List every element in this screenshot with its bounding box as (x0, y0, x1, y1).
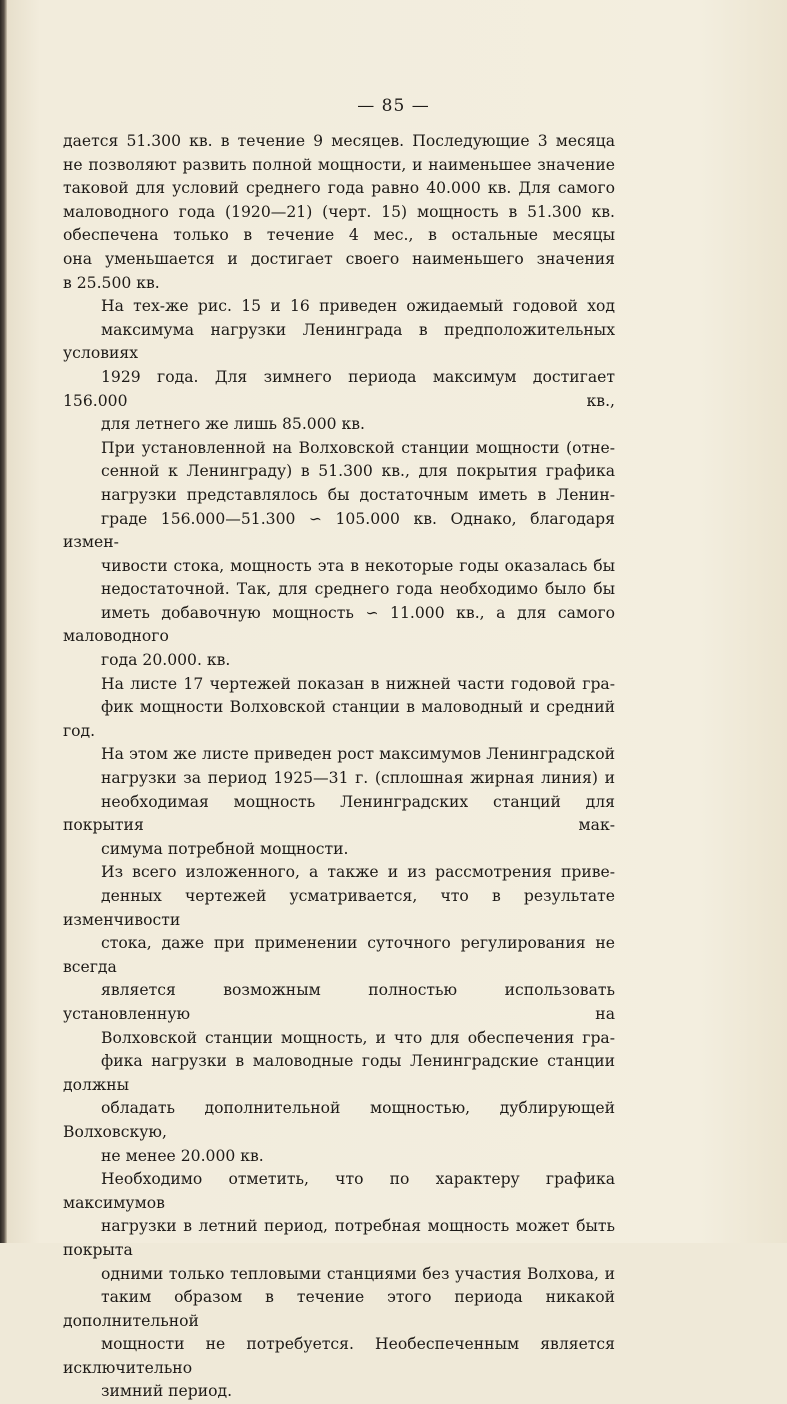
text-line: обеспечена только в течение 4 мес., в остальные месяцы (63, 226, 615, 245)
text-line: таковой для условий среднего года равно 40.000 кв. Для самого (63, 179, 615, 198)
text-line: граде 156.000—51.300 ∽ 105.000 кв. Однако, благодаря измен- (63, 509, 615, 552)
text-line: симума потребной мощности. (101, 839, 349, 858)
text-line: сенной к Ленинграду) в 51.300 кв., для покрытия графика (101, 462, 615, 481)
text-line: Из всего изложенного, а также и из рассмотрения приве- (101, 863, 615, 882)
text-line: дается 51.300 кв. в течение 9 месяцев. Последующие 3 месяца (63, 132, 615, 150)
paragraph (63, 130, 615, 295)
text-line: года 20.000. кв. (101, 651, 231, 670)
body-text (63, 130, 615, 1404)
text-line: необходимая мощность Ленинградских станций для покрытия мак- (63, 792, 615, 835)
text-line: не позволяют развить полной мощности, и наименьшее значение (63, 155, 615, 174)
text-line: Волховской станции мощность, и что для обеспечения гра- (101, 1028, 615, 1047)
text-line: фик мощности Волховской станции в маловодный и средний год. (63, 698, 615, 740)
text-line: в 25.500 кв. (63, 273, 160, 292)
page-number: — 85 — (357, 96, 430, 116)
text-line: стока, даже при применении суточного регулирования не всегда (63, 934, 615, 976)
text-line: она уменьшается и достигает своего наименьшего значения (63, 249, 615, 268)
text-line: не менее 20.000 кв. (101, 1146, 264, 1165)
text-line: максимума нагрузки Ленинграда в предположительных условиях (63, 320, 615, 363)
text-line: иметь добавочную мощность ∽ 11.000 кв., а для самого маловодного (63, 603, 615, 646)
paragraph (63, 1168, 615, 1404)
text-line: чивости стока, мощность эта в некоторые годы оказалась бы (101, 556, 615, 575)
text-line: На тех-же рис. 15 и 16 приведен ожидаемый годовой ход (101, 297, 615, 316)
text-line: одними только тепловыми станциями без участия Волхова, и (101, 1264, 615, 1283)
text-line: недостаточной. Так, для среднего года необходимо было бы (101, 580, 615, 599)
text-line: является возможным полностью использовать установленную на (63, 981, 615, 1023)
text-line: обладать дополнительной мощностью, дублирующей Волховскую, (63, 1099, 615, 1141)
text-line: мощности не потребуется. Необеспеченным является исключительно (63, 1335, 615, 1377)
text-line: Необходимо отметить, что по характеру графика максимумов (63, 1170, 615, 1212)
paragraph (63, 673, 615, 862)
text-line: для летнего же лишь 85.000 кв. (101, 415, 365, 434)
text-line: зимний период. (101, 1382, 233, 1401)
text-line: таким образом в течение этого периода никакой дополнительной (63, 1288, 615, 1330)
text-line: фика нагрузки в маловодные годы Ленинградские станции должны (63, 1052, 615, 1094)
text-line: нагрузки представлялось бы достаточным иметь в Ленин- (101, 485, 615, 504)
text-line: денных чертежей усматривается, что в результате изменчивости (63, 887, 615, 929)
text-line: маловодного года (1920—21) (черт. 15) мощность в 51.300 кв. (63, 202, 615, 221)
text-line: На этом же листе приведен рост максимумов Ленинградской (101, 745, 615, 764)
book-spine-edge (0, 0, 7, 1243)
text-line: 1929 года. Для зимнего периода максимум достигает 156.000 кв., (63, 367, 615, 410)
text-line: На листе 17 чертежей показан в нижней части годовой гра- (101, 674, 615, 693)
paragraph (63, 861, 615, 1168)
text-line: нагрузки в летний период, потребная мощность может быть покрыта (63, 1217, 615, 1259)
paragraph (63, 437, 615, 673)
paragraph (63, 295, 615, 437)
text-line: нагрузки за период 1925—31 г. (сплошная жирная линия) и (101, 769, 615, 788)
text-line: При установленной на Волховской станции мощности (отне- (101, 438, 615, 457)
